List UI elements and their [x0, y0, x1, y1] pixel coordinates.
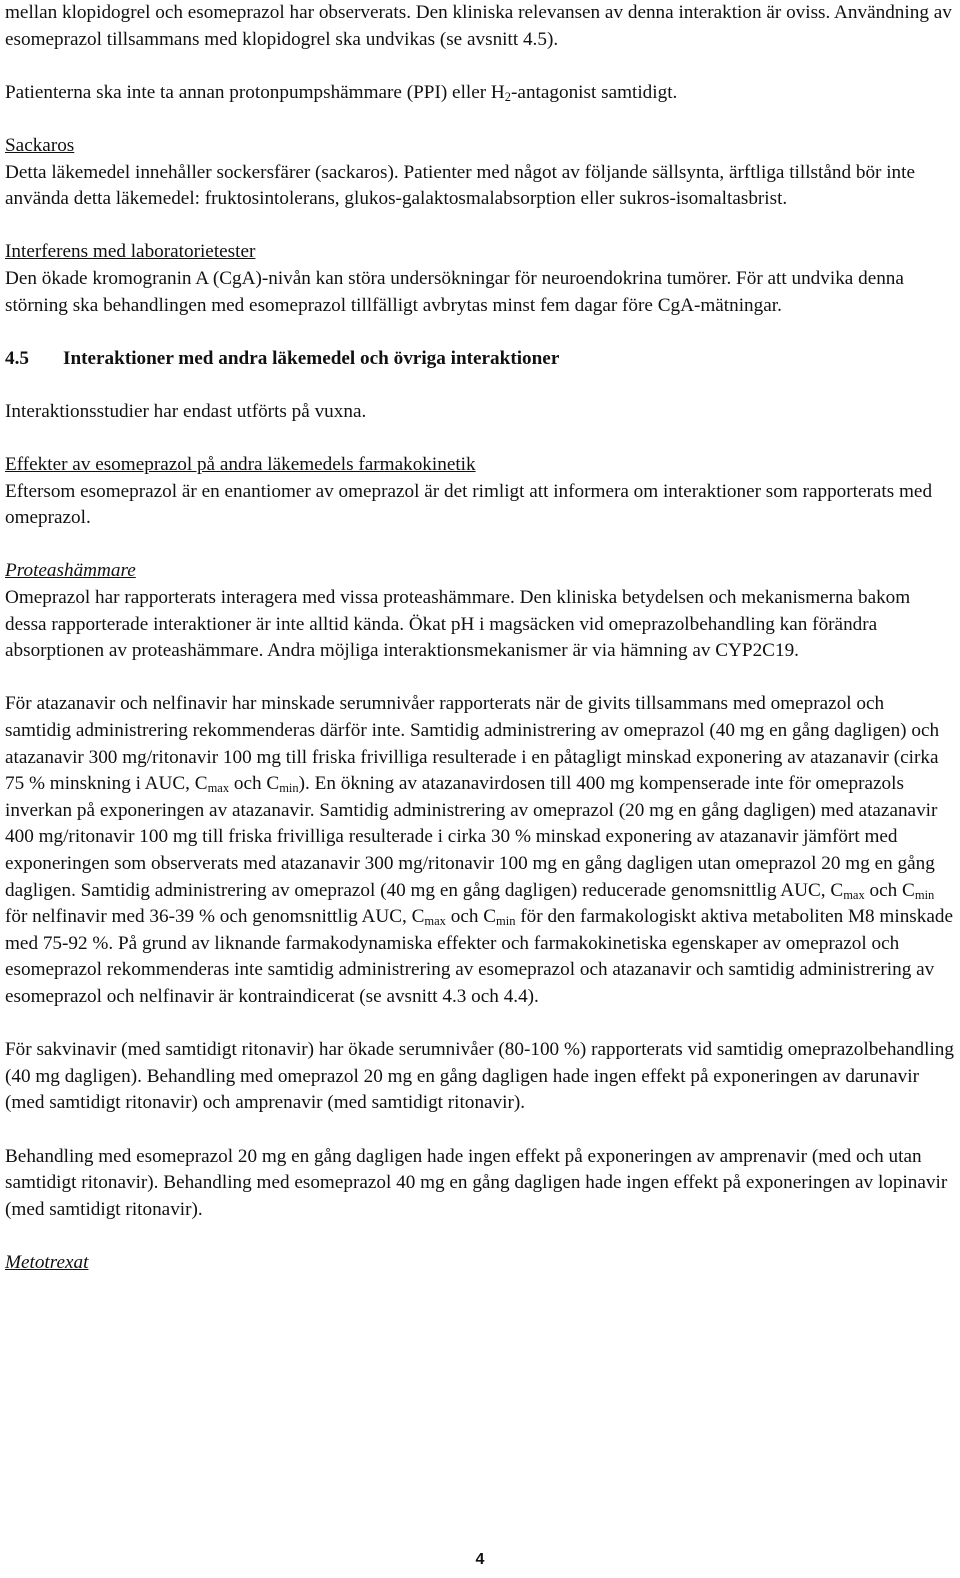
paragraph-interferens: Den ökade kromogranin A (CgA)-nivån kan störa undersökningar för neuroendokrina tumörer. För att undvika denna störning ska behandlingen med esomeprazol tillfälligt avbrytas minst fem dagar före CgA-mätningar.: [5, 267, 904, 316]
ppi-text: Patienterna ska inte ta annan protonpumpshämmare (PPI) eller H: [5, 81, 505, 103]
ppi-text-end: -antagonist samtidigt.: [511, 81, 678, 103]
heading-effekter: Effekter av esomeprazol på andra läkemedels farmakokinetik: [5, 454, 476, 476]
section-title: Interaktioner med andra läkemedel och övriga interaktioner: [63, 347, 560, 369]
heading-sackaros: Sackaros: [5, 134, 75, 156]
paragraph-sakvinavir: För sakvinavir (med samtidigt ritonavir) har ökade serumnivåer (80-100 %) rapporterats vid samtidig omeprazolbehandling (40 mg dagligen). Behandling med omeprazol 20 mg en gång dagligen hade ingen effekt på exponeringen av darunavir (med samtidigt ritonavir) och amprenavir (med samtidigt ritonavir).: [5, 1039, 954, 1114]
paragraph-atazanavir: För atazanavir och nelfinavir har minskade serumnivåer rapporterats när de givits tillsammans med omeprazol och samtidig administrering rekommenderas därför inte. Samtidig administrering av omeprazol (40 mg en gång dagligen) och atazanavir 300 mg/ritonavir 100 mg till friska frivilliga resulterade i en påtagligt minskad exponering av atazanavir (cirka 75 % minskning i AUC, $C_{max}$ och $C_{min}$). En ökning av atazanavirdosen till 400 mg kompenserade inte för omeprazols inverkan på exponeringen av atazanavir. Samtidig administrering av omeprazol (20 mg en gång dagligen) med atazanavir 400 mg/ritonavir 100 mg till friska frivilliga resulterade i cirka 30 % minskad exponering av atazanavir jämfört med exponeringen som observerats med atazanavir 300 mg/ritonavir 100 mg en gång dagligen utan omeprazol 20 mg en gång dagligen. Samtidig administrering av omeprazol (40 mg en gång dagligen) reducerade genomsnittlig AUC, $C_{max}$ och $C_{min}$ för nelfinavir med 36-39 % och genomsnittlig AUC, $C_{max}$ och $C_{min}$ för den farmakologiskt aktiva metaboliten M8 minskade med 75-92 %. På grund av liknande farmakodynamiska effekter och farmakokinetiska egenskaper av omeprazol och esomeprazol rekommenderas inte samtidig administrering av esomeprazol och atazanavir och samtidig administrering av esomeprazol och nelfinavir är kontraindicerat (se avsnitt 4.3 och 4.4).: [5, 693, 953, 1007]
heading-metotrexat: Metotrexat: [5, 1251, 89, 1273]
paragraph-behandling: Behandling med esomeprazol 20 mg en gång dagligen hade ingen effekt på exponeringen av amprenavir (med och utan samtidigt ritonavir). Behandling med esomeprazol 40 mg en gång dagligen hade ingen effekt på exponeringen av lopinavir (med samtidigt ritonavir).: [5, 1145, 948, 1220]
paragraph-interaktionsstudier: Interaktionsstudier har endast utförts på vuxna.: [5, 400, 367, 422]
ppi-subscript: 2: [504, 89, 512, 104]
paragraph-top: mellan klopidogrel och esomeprazol har observerats. Den kliniska relevansen av denna interaktion är oviss. Användning av esomeprazol tillsammans med klopidogrel ska undvikas (se avsnitt 4.5).: [5, 2, 952, 50]
section-number: 4.5: [5, 347, 29, 369]
page-number: 4: [475, 1551, 485, 1568]
paragraph-proteashammare: Omeprazol har rapporterats interagera med vissa proteashämmare. Den kliniska betydelsen och mekanismerna bakom dessa rapporterade interaktioner är inte alltid kända. Ökat pH i magsäcken vid omeprazolbehandling kan förändra absorptionen av proteashämmare. Andra möjliga interaktionsmekanismer är via hämning av CYP2C19.: [5, 587, 911, 662]
section-heading-4-5: [5, 346, 954, 373]
heading-interferens: Interferens med laboratorietester: [5, 241, 256, 263]
paragraph-ppi: [5, 80, 954, 107]
heading-proteashammare: Proteashämmare: [5, 560, 136, 582]
paragraph-effekter: Eftersom esomeprazol är en enantiomer av omeprazol är det rimligt att informera om interaktioner som rapporterats med omeprazol.: [5, 480, 933, 529]
paragraph-sackaros: Detta läkemedel innehåller sockersfärer (sackaros). Patienter med något av följande sällsynta, ärftliga tillstånd bör inte använda detta läkemedel: fruktosintolerans, glukos-galaktosmalabsorption eller sukros-isomaltasbrist.: [5, 161, 915, 210]
